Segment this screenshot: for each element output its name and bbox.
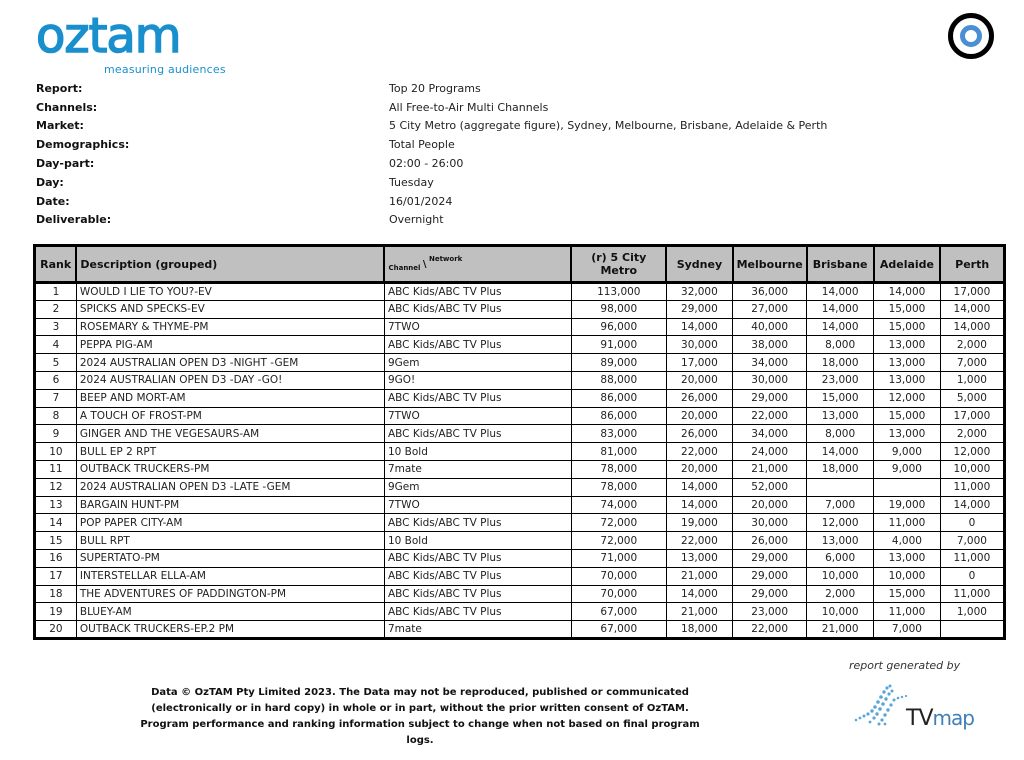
target-inner-ring [960,25,982,47]
table-row [35,603,1005,621]
table-row [35,478,1005,496]
perth-cell: 2,000 [940,425,1004,443]
channel-cell: ABC Kids/ABC TV Plus [384,425,571,443]
copyright-line: Program performance and ranking information subject to change when not based on final program logs. [140,719,700,746]
metro-cell: 72,000 [571,532,666,550]
metro-cell: 83,000 [571,425,666,443]
perth-cell: 11,000 [940,478,1004,496]
sydney-cell: 14,000 [666,496,732,514]
sydney-cell: 22,000 [666,532,732,550]
tvmap-tv: TV [906,706,933,731]
table-row [35,283,1005,301]
rank-cell: 3 [35,318,77,336]
table-body [35,283,1005,639]
sydney-cell: 32,000 [666,283,732,301]
brisbane-cell: 13,000 [807,532,874,550]
rank-cell: 6 [35,371,77,389]
meta-row-date [36,192,936,211]
adelaide-cell: 15,000 [874,407,941,425]
brisbane-cell: 10,000 [807,603,874,621]
adelaide-cell: 15,000 [874,318,941,336]
melbourne-cell: 36,000 [733,283,807,301]
channel-cell: 7mate [384,621,571,639]
meta-value: 02:00 - 26:00 [389,157,464,171]
rank-cell: 4 [35,336,77,354]
sydney-cell: 21,000 [666,603,732,621]
description-cell: SPICKS AND SPECKS-EV [76,300,384,318]
melbourne-cell: 34,000 [733,425,807,443]
col-header-adelaide: Adelaide [874,246,941,283]
rank-cell: 13 [35,496,77,514]
adelaide-cell: 13,000 [874,425,941,443]
description-cell: INTERSTELLAR ELLA-AM [76,567,384,585]
brisbane-cell: 7,000 [807,496,874,514]
table-row [35,300,1005,318]
rank-cell: 8 [35,407,77,425]
brisbane-cell: 6,000 [807,549,874,567]
col-header-channel-network [384,246,571,283]
adelaide-cell: 19,000 [874,496,941,514]
table-row [35,425,1005,443]
adelaide-cell: 14,000 [874,283,941,301]
melbourne-cell: 30,000 [733,371,807,389]
perth-cell [940,621,1004,639]
melbourne-cell: 29,000 [733,567,807,585]
meta-row-demographics [36,135,936,154]
rank-cell: 10 [35,443,77,461]
tvmap-logo [852,680,974,740]
metro-cell: 70,000 [571,567,666,585]
brisbane-cell: 23,000 [807,371,874,389]
description-cell: 2024 AUSTRALIAN OPEN D3 -LATE -GEM [76,478,384,496]
brisbane-cell: 12,000 [807,514,874,532]
perth-cell: 7,000 [940,354,1004,372]
channel-cell: 9GO! [384,371,571,389]
adelaide-cell: 13,000 [874,336,941,354]
description-cell: 2024 AUSTRALIAN OPEN D3 -DAY -GO! [76,371,384,389]
rank-cell: 5 [35,354,77,372]
adelaide-cell: 9,000 [874,443,941,461]
metro-cell: 71,000 [571,549,666,567]
oztam-tagline: measuring audiences [104,63,226,76]
col-header-melbourne: Melbourne [733,246,807,283]
rank-cell: 16 [35,549,77,567]
melbourne-cell: 29,000 [733,585,807,603]
adelaide-cell: 15,000 [874,585,941,603]
metro-cell: 96,000 [571,318,666,336]
adelaide-cell: 10,000 [874,567,941,585]
table-row [35,621,1005,639]
sydney-cell: 18,000 [666,621,732,639]
channel-cell: ABC Kids/ABC TV Plus [384,585,571,603]
channel-cell: 9Gem [384,354,571,372]
table-row [35,460,1005,478]
metro-cell: 91,000 [571,336,666,354]
perth-cell: 17,000 [940,283,1004,301]
brisbane-cell: 10,000 [807,567,874,585]
report-meta [36,79,936,229]
perth-cell: 5,000 [940,389,1004,407]
metro-cell: 98,000 [571,300,666,318]
brisbane-cell: 21,000 [807,621,874,639]
perth-cell: 2,000 [940,336,1004,354]
description-cell: SUPERTATO-PM [76,549,384,567]
adelaide-cell: 13,000 [874,354,941,372]
perth-cell: 12,000 [940,443,1004,461]
metro-cell: 78,000 [571,460,666,478]
rank-cell: 12 [35,478,77,496]
network-label: Network [428,254,463,263]
metro-cell: 86,000 [571,407,666,425]
brisbane-cell: 14,000 [807,443,874,461]
meta-value: All Free-to-Air Multi Channels [389,100,549,114]
meta-value: 5 City Metro (aggregate figure), Sydney, Melbourne, Brisbane, Adelaide & Perth [389,119,828,133]
col-header-metro: (r) 5 City Metro [571,246,666,283]
table-row [35,354,1005,372]
melbourne-cell: 20,000 [733,496,807,514]
description-cell: BARGAIN HUNT-PM [76,496,384,514]
melbourne-cell: 22,000 [733,621,807,639]
melbourne-cell: 34,000 [733,354,807,372]
oztam-logo [36,8,236,76]
brisbane-cell: 15,000 [807,389,874,407]
melbourne-cell: 21,000 [733,460,807,478]
brisbane-cell: 8,000 [807,336,874,354]
melbourne-cell: 22,000 [733,407,807,425]
copyright-notice [130,685,710,749]
table-row [35,318,1005,336]
description-cell: POP PAPER CITY-AM [76,514,384,532]
copyright-line: Data © OzTAM Pty Limited 2023. The Data may not be reproduced, published or communicated [151,687,689,698]
target-logo-icon [948,13,994,59]
meta-label: Day: [36,175,64,189]
description-cell: GINGER AND THE VEGESAURS-AM [76,425,384,443]
meta-label: Market: [36,119,84,133]
table-row [35,549,1005,567]
description-cell: OUTBACK TRUCKERS-PM [76,460,384,478]
meta-label: Channels: [36,100,98,114]
melbourne-cell: 27,000 [733,300,807,318]
meta-label: Deliverable: [36,213,112,227]
metro-cell: 72,000 [571,514,666,532]
adelaide-cell: 9,000 [874,460,941,478]
brisbane-cell: 13,000 [807,407,874,425]
description-cell: BULL RPT [76,532,384,550]
metro-cell: 81,000 [571,443,666,461]
perth-cell: 1,000 [940,371,1004,389]
col-header-brisbane: Brisbane [807,246,874,283]
metro-cell: 67,000 [571,621,666,639]
metro-cell: 78,000 [571,478,666,496]
perth-cell: 1,000 [940,603,1004,621]
channel-cell: ABC Kids/ABC TV Plus [384,603,571,621]
table-header-row [35,246,1005,283]
sydney-cell: 20,000 [666,460,732,478]
metro-cell: 74,000 [571,496,666,514]
copyright-line: (electronically or in hard copy) in whole or in part, without the prior written consent of OzTAM. [151,703,689,714]
oztam-logo-text: oztam [36,8,181,64]
channel-cell: 9Gem [384,478,571,496]
channel-cell: 10 Bold [384,532,571,550]
col-header-rank: Rank [35,246,77,283]
sydney-cell: 13,000 [666,549,732,567]
adelaide-cell: 13,000 [874,371,941,389]
adelaide-cell: 13,000 [874,549,941,567]
table-row [35,567,1005,585]
slash-divider: \ [422,258,427,270]
perth-cell: 17,000 [940,407,1004,425]
meta-value: 16/01/2024 [389,194,453,208]
melbourne-cell: 29,000 [733,389,807,407]
brisbane-cell: 14,000 [807,300,874,318]
perth-cell: 14,000 [940,318,1004,336]
sydney-cell: 26,000 [666,425,732,443]
meta-row-daypart [36,154,936,173]
sydney-cell: 26,000 [666,389,732,407]
tvmap-wordmark [906,706,974,731]
tvmap-map: map [932,706,974,730]
adelaide-cell: 15,000 [874,300,941,318]
table-row [35,496,1005,514]
perth-cell: 11,000 [940,585,1004,603]
meta-value: Tuesday [389,175,434,189]
melbourne-cell: 24,000 [733,443,807,461]
melbourne-cell: 52,000 [733,478,807,496]
channel-cell: 7TWO [384,496,571,514]
adelaide-cell: 7,000 [874,621,941,639]
sydney-cell: 30,000 [666,336,732,354]
description-cell: BLUEY-AM [76,603,384,621]
meta-row-channels [36,98,936,117]
channel-cell: ABC Kids/ABC TV Plus [384,514,571,532]
brisbane-cell: 8,000 [807,425,874,443]
description-cell: 2024 AUSTRALIAN OPEN D3 -NIGHT -GEM [76,354,384,372]
melbourne-cell: 40,000 [733,318,807,336]
rank-cell: 20 [35,621,77,639]
meta-label: Date: [36,194,70,208]
metro-cell: 70,000 [571,585,666,603]
table-row [35,389,1005,407]
description-cell: WOULD I LIE TO YOU?-EV [76,283,384,301]
meta-row-deliverable [36,211,936,230]
description-cell: ROSEMARY & THYME-PM [76,318,384,336]
tvmap-wave-icon [852,680,912,730]
description-cell: BEEP AND MORT-AM [76,389,384,407]
table-row [35,407,1005,425]
meta-row-market [36,117,936,136]
meta-label: Day-part: [36,157,95,171]
brisbane-cell [807,478,874,496]
perth-cell: 7,000 [940,532,1004,550]
rank-cell: 2 [35,300,77,318]
brisbane-cell: 2,000 [807,585,874,603]
rank-cell: 19 [35,603,77,621]
adelaide-cell: 12,000 [874,389,941,407]
metro-cell: 88,000 [571,371,666,389]
metro-cell: 89,000 [571,354,666,372]
sydney-cell: 20,000 [666,371,732,389]
metro-cell: 67,000 [571,603,666,621]
channel-cell: 7mate [384,460,571,478]
channel-cell: ABC Kids/ABC TV Plus [384,283,571,301]
brisbane-cell: 18,000 [807,460,874,478]
meta-label: Demographics: [36,138,130,152]
sydney-cell: 29,000 [666,300,732,318]
channel-cell: ABC Kids/ABC TV Plus [384,389,571,407]
channel-cell: 7TWO [384,407,571,425]
perth-cell: 14,000 [940,496,1004,514]
sydney-cell: 21,000 [666,567,732,585]
channel-cell: 7TWO [384,318,571,336]
rank-cell: 15 [35,532,77,550]
channel-cell: 10 Bold [384,443,571,461]
melbourne-cell: 29,000 [733,549,807,567]
col-header-sydney: Sydney [666,246,732,283]
melbourne-cell: 23,000 [733,603,807,621]
melbourne-cell: 26,000 [733,532,807,550]
metro-cell: 86,000 [571,389,666,407]
description-cell: THE ADVENTURES OF PADDINGTON-PM [76,585,384,603]
channel-cell: ABC Kids/ABC TV Plus [384,549,571,567]
meta-row-report [36,79,936,98]
perth-cell: 14,000 [940,300,1004,318]
meta-label: Report: [36,81,83,95]
brisbane-cell: 18,000 [807,354,874,372]
rank-cell: 11 [35,460,77,478]
meta-row-day [36,173,936,192]
col-header-perth: Perth [940,246,1004,283]
channel-cell: ABC Kids/ABC TV Plus [384,567,571,585]
description-cell: PEPPA PIG-AM [76,336,384,354]
meta-value: Total People [389,138,455,152]
report-generated-by-label: report generated by [849,659,961,672]
description-cell: OUTBACK TRUCKERS-EP.2 PM [76,621,384,639]
adelaide-cell: 11,000 [874,514,941,532]
table-row [35,585,1005,603]
sydney-cell: 14,000 [666,318,732,336]
melbourne-cell: 30,000 [733,514,807,532]
rank-cell: 14 [35,514,77,532]
perth-cell: 11,000 [940,549,1004,567]
brisbane-cell: 14,000 [807,318,874,336]
description-cell: A TOUCH OF FROST-PM [76,407,384,425]
channel-label: Channel [388,263,421,272]
description-cell: BULL EP 2 RPT [76,443,384,461]
melbourne-cell: 38,000 [733,336,807,354]
rank-cell: 9 [35,425,77,443]
table-row [35,443,1005,461]
brisbane-cell: 14,000 [807,283,874,301]
table-row [35,371,1005,389]
meta-value: Top 20 Programs [389,81,481,95]
sydney-cell: 19,000 [666,514,732,532]
sydney-cell: 14,000 [666,585,732,603]
table-row [35,532,1005,550]
table-row [35,514,1005,532]
top-programs-table [33,244,1006,640]
meta-value: Overnight [389,213,444,227]
metro-cell: 113,000 [571,283,666,301]
perth-cell: 0 [940,567,1004,585]
rank-cell: 1 [35,283,77,301]
rank-cell: 17 [35,567,77,585]
perth-cell: 10,000 [940,460,1004,478]
sydney-cell: 14,000 [666,478,732,496]
channel-cell: ABC Kids/ABC TV Plus [384,336,571,354]
channel-cell: ABC Kids/ABC TV Plus [384,300,571,318]
sydney-cell: 17,000 [666,354,732,372]
adelaide-cell [874,478,941,496]
sydney-cell: 20,000 [666,407,732,425]
sydney-cell: 22,000 [666,443,732,461]
table-row [35,336,1005,354]
col-header-description: Description (grouped) [76,246,384,283]
rank-cell: 18 [35,585,77,603]
adelaide-cell: 11,000 [874,603,941,621]
rank-cell: 7 [35,389,77,407]
perth-cell: 0 [940,514,1004,532]
adelaide-cell: 4,000 [874,532,941,550]
